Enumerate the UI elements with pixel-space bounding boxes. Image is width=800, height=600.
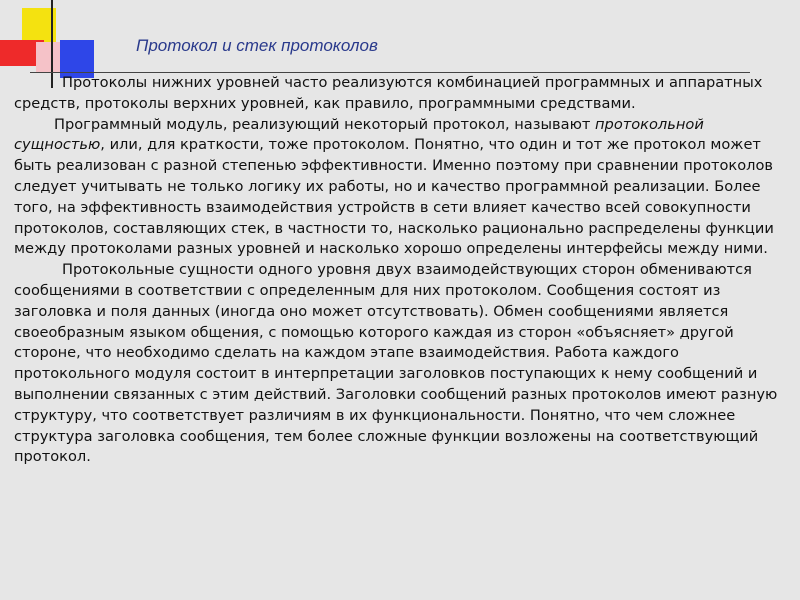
- paragraph-2: [14, 115, 789, 261]
- paragraph-2-text-start: Программный модуль, реализующий некоторый протокол, называют: [54, 115, 596, 133]
- slide-title: Протокол и стек протоколов: [136, 36, 378, 55]
- paragraph-1-text: Протоколы нижних уровней часто реализуются комбинацией программных и аппаратных средств, протоколы верхних уровней, как правило, программными средствами.: [14, 74, 763, 112]
- slide-body: [14, 73, 789, 468]
- paragraph-3-text: Протокольные сущности одного уровня двух взаимодействующих сторон обмениваются сообщениями в соответствии с определенным для них протоколом. Сообщения состоят из заголовка и поля данных (иногда оно может отсутствовать). Обмен сообщениями является своеобразным языком общения, с помощью которого каждая из сторон «объясняет» другой стороне, что необходимо сделать на каждом этапе взаимодействия. Работа каждого протокольного модуля состоит в интерпретации заголовков поступающих к нему сообщений и выполнении связанных с этим действий. Заголовки сообщений разных протоколов имеют разную структуру, что соответствует различиям в их функциональности. Понятно, что чем сложнее структура заголовка сообщения, тем более сложные функции возложены на соответствующий протокол.: [14, 261, 778, 466]
- paragraph-1: [14, 73, 789, 115]
- paragraph-2-text-rest: , или, для краткости, тоже протоколом. Понятно, что один и тот же протокол может быть реализован с разной степенью эффективности. Именно поэтому при сравнении протоколов следует учитывать не только логику их работы, но и качество программной реализации. Более того, на эффективность взаимодействия устройств в сети влияет качество всей совокупности протоколов, составляющих стек, в частности то, насколько рационально распределены функции между протоколами разных уровней и насколько хорошо определены интерфейсы между ними.: [14, 136, 774, 258]
- decor-pink-square: [36, 42, 60, 72]
- term-protocol-entity: протокольной сущностью: [14, 115, 704, 154]
- paragraph-3: [14, 260, 789, 468]
